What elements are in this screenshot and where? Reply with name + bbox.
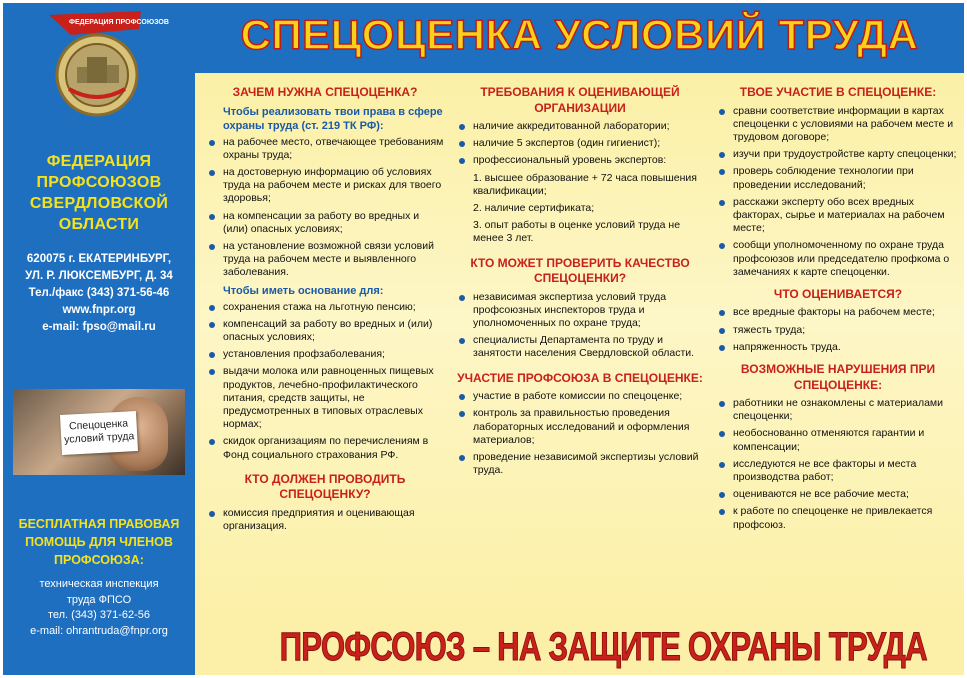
list-item: все вредные факторы на рабочем месте;	[715, 306, 961, 319]
list-item: компенсаций за работу во вредных и (или) опасных условиях;	[205, 318, 445, 344]
column-requirements	[455, 85, 705, 481]
list-item: исследуются не все факторы и места производства работ;	[715, 458, 961, 484]
list-item: проверь соблюдение технологии при проведении исследований;	[715, 165, 961, 191]
legal-help-title	[3, 515, 195, 569]
bullet-icon	[209, 244, 215, 250]
legal-contact-line: труда ФПСО	[66, 593, 132, 606]
bullet-icon	[209, 511, 215, 517]
website-link[interactable]: www.fnpr.org	[62, 304, 136, 316]
list-item: на компенсации за работу во вредных и (или) опасных условиях;	[205, 210, 445, 236]
legal-email-link[interactable]: e-mail: ohrantruda@fnpr.org	[30, 624, 168, 637]
content-area	[195, 73, 964, 621]
list	[205, 507, 445, 533]
bullet-icon	[719, 462, 725, 468]
bullet-icon	[459, 141, 465, 147]
bullet-icon	[459, 124, 465, 130]
list-item: участие в работе комиссии по спецоценке;	[455, 390, 705, 403]
list	[455, 291, 705, 361]
bullet-icon	[719, 345, 725, 351]
bullet-icon	[719, 492, 725, 498]
bullet-icon	[459, 295, 465, 301]
section-subheading: Чтобы реализовать твои права в сфере охраны труда (ст. 219 ТК РФ):	[223, 105, 443, 132]
list-item: расскажи эксперту обо всех вредных факторах, сырье и материалах на рабочем месте;	[715, 196, 961, 236]
bullet-icon	[459, 411, 465, 417]
list-item: к работе по спецоценке не привлекается профсоюз.	[715, 505, 961, 531]
list-item: контроль за правильностью проведения лабораторных исследований и оформления материалов;	[455, 407, 705, 447]
numbered-item: 2. наличие сертификата;	[473, 202, 595, 215]
list-item: сохранения стажа на льготную пенсию;	[205, 301, 445, 314]
bullet-icon	[209, 305, 215, 311]
list-item: выдачи молока или равноценных пищевых продуктов, лечебно-профилактического питания, средств защиты, не предусмотренных в типовых отраслевых нормах;	[205, 365, 445, 431]
list-item: оцениваются не все рабочие места;	[715, 488, 961, 501]
list	[715, 397, 961, 532]
list-item: напряженность труда.	[715, 341, 961, 354]
list-item: изучи при трудоустройстве карту спецоценки;	[715, 148, 961, 161]
bullet-icon	[459, 455, 465, 461]
section-heading: ВОЗМОЖНЫЕ НАРУШЕНИЯ ПРИ СПЕЦОЦЕНКЕ:	[740, 362, 936, 392]
org-name-line: СВЕРДЛОВСКОЙ	[29, 195, 169, 212]
bullet-icon	[719, 200, 725, 206]
title-bar	[195, 3, 964, 73]
email-link[interactable]: e-mail: fpso@mail.ru	[42, 321, 156, 333]
logo-text: ФЕДЕРАЦИЯ ПРОФСОЮЗОВ	[69, 19, 169, 26]
list-item: наличие аккредитованной лаборатории;	[455, 120, 705, 133]
legal-contact-line: техническая инспекция	[39, 578, 159, 590]
list	[715, 105, 961, 279]
list-item: наличие 5 экспертов (один гигиенист);	[455, 137, 705, 150]
list-item: на рабочее место, отвечающее требованиям охраны труда;	[205, 136, 445, 162]
section-heading: ТВОЕ УЧАСТИЕ В СПЕЦОЦЕНКЕ:	[739, 85, 937, 99]
bullet-icon	[719, 401, 725, 407]
legal-title-line: ПОМОЩЬ ДЛЯ ЧЛЕНОВ	[25, 535, 173, 549]
list-item: установления профзаболевания;	[205, 348, 445, 361]
page-title: СПЕЦОЦЕНКА УСЛОВИЙ ТРУДА	[240, 11, 919, 58]
list-item: работники не ознакомлены с материалами спецоценки;	[715, 397, 961, 423]
bullet-icon	[719, 431, 725, 437]
list-item: сообщи уполномоченному по охране труда профсоюзов или председателю профкома о замечаниях к карте спецоценки.	[715, 239, 961, 279]
legal-title-line: ПРОФСОЮЗА:	[54, 553, 144, 567]
org-name-line: ОБЛАСТИ	[58, 216, 140, 233]
bullet-icon	[719, 243, 725, 249]
bullet-icon	[719, 509, 725, 515]
bullet-icon	[459, 338, 465, 344]
list-item: необоснованно отменяются гарантии и компенсации;	[715, 427, 961, 453]
column-participation	[715, 85, 961, 536]
list	[455, 390, 705, 477]
bullet-icon	[209, 369, 215, 375]
phone: Тел./факс (343) 371-56-46	[28, 287, 170, 299]
list-item: проведение независимой экспертизы условий труда.	[455, 451, 705, 477]
section-heading: ТРЕБОВАНИЯ К ОЦЕНИВАЮЩЕЙ ОРГАНИЗАЦИИ	[480, 85, 680, 115]
list-item: профессиональный уровень экспертов:	[455, 154, 705, 167]
section-heading: ЧТО ОЦЕНИВАЕТСЯ?	[773, 286, 903, 301]
bullet-icon	[719, 310, 725, 316]
numbered-item: 1. высшее образование + 72 часа повышения квалификации;	[473, 171, 697, 197]
bullet-icon	[719, 109, 725, 115]
bullet-icon	[719, 152, 725, 158]
list-item: на установление возможной связи условий труда на рабочем месте и выявленного заболевания.	[205, 240, 445, 280]
bullet-icon	[719, 328, 725, 334]
list-item: комиссия предприятия и оценивающая организация.	[205, 507, 445, 533]
bullet-icon	[459, 394, 465, 400]
legal-title-line: БЕСПЛАТНАЯ ПРАВОВАЯ	[18, 517, 180, 531]
list-item: тяжесть труда;	[715, 324, 961, 337]
bullet-icon	[719, 169, 725, 175]
photo-card-text: Спецоценка условий труда	[60, 411, 138, 455]
org-name	[3, 151, 195, 235]
list-item: специалисты Департамента по труду и занятости населения Свердловской области.	[455, 334, 705, 360]
bullet-icon	[209, 322, 215, 328]
sidebar	[3, 3, 195, 675]
list-item: скидок организациям по перечислениям в Фонд социального страхования РФ.	[205, 435, 445, 461]
list-item: сравни соответствие информации в картах спецоценки с условиями на рабочем месте и трудовом договоре;	[715, 105, 961, 145]
section-heading: КТО ДОЛЖЕН ПРОВОДИТЬ СПЕЦОЦЕНКУ?	[244, 471, 406, 502]
bullet-icon	[209, 439, 215, 445]
list	[205, 301, 445, 462]
bullet-icon	[209, 352, 215, 358]
column-why	[205, 85, 445, 537]
list-item: на достоверную информацию об условиях труда на рабочем месте и рисках для твоего здоровья;	[205, 166, 445, 206]
list	[715, 306, 961, 354]
list-item: независимая экспертиза условий труда профсоюзных инспекторов труда и уполномоченных по охране труда;	[455, 291, 705, 331]
legal-contacts	[3, 577, 195, 639]
org-name-line: ФЕДЕРАЦИЯ	[46, 153, 152, 170]
bullet-icon	[459, 158, 465, 164]
list	[455, 120, 705, 168]
address-line: УЛ. Р. ЛЮКСЕМБУРГ, Д. 34	[25, 270, 173, 282]
legal-contact-line: тел. (343) 371-62-56	[47, 609, 151, 621]
list	[205, 136, 445, 280]
section-heading: ЗАЧЕМ НУЖНА СПЕЦОЦЕНКА?	[232, 85, 418, 99]
org-name-line: ПРОФСОЮЗОВ	[36, 174, 162, 191]
bullet-icon	[209, 214, 215, 220]
man-with-card-photo	[13, 389, 185, 475]
section-heading: КТО МОЖЕТ ПРОВЕРИТЬ КАЧЕСТВО СПЕЦОЦЕНКИ?	[470, 255, 690, 286]
bullet-icon	[209, 170, 215, 176]
address-line: 620075 г. ЕКАТЕРИНБУРГ,	[26, 253, 172, 265]
bullet-icon	[209, 140, 215, 146]
contacts	[3, 251, 195, 336]
slogan-bar	[195, 621, 964, 675]
numbered-item: 3. опыт работы в оценке условий труда не менее 3 лет.	[473, 219, 681, 245]
section-heading: УЧАСТИЕ ПРОФСОЮЗА В СПЕЦОЦЕНКЕ:	[457, 370, 703, 385]
slogan: ПРОФСОЮЗ – НА ЗАЩИТЕ ОХРАНЫ ТРУДА	[279, 625, 927, 669]
section-subheading: Чтобы иметь основание для:	[223, 284, 384, 297]
federation-logo-icon	[41, 9, 169, 125]
